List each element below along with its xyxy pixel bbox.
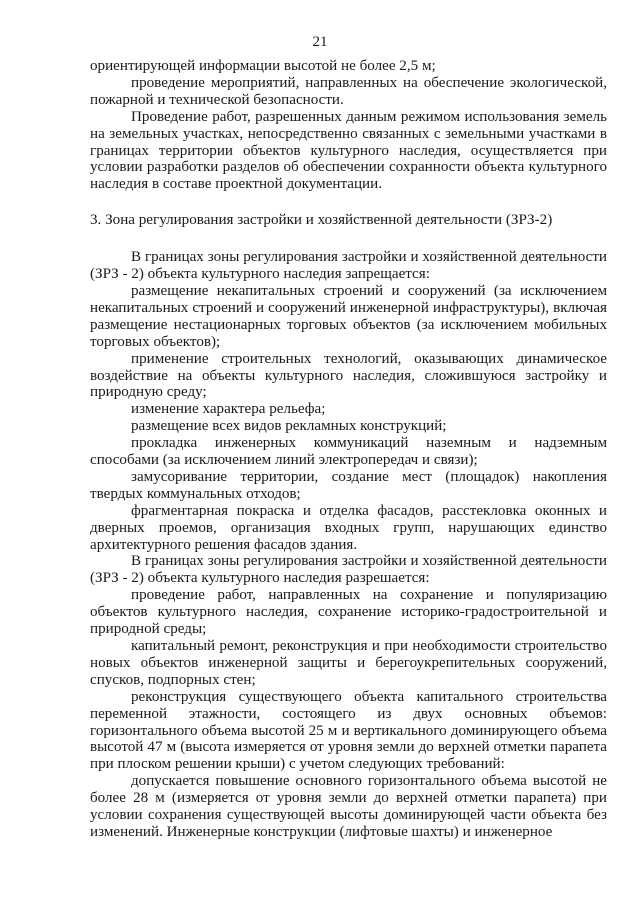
paragraph: проведение мероприятий, направленных на обеспечение экологической, пожарной и технической безопасности. [90, 74, 607, 108]
paragraph: применение строительных технологий, оказывающих динамическое воздействие на объекты культурного наследия, сложившуюся застройку и природную среду; [90, 350, 607, 401]
paragraph: размещение всех видов рекламных конструкций; [131, 418, 447, 435]
paragraph: Проведение работ, разрешенных данным режимом использования земель на земельных участках, непосредственно связанных с земельными участками в границах территории объектов культурного наследия, осуществляется при условии разработки разделов об обеспечении сохранности объекта культурного наследия в составе проектной документации. [90, 108, 607, 193]
paragraph: фрагментарная покраска и отделка фасадов, расстекловка оконных и дверных проемов, организация входных групп, нарушающих единство архитектурного решения фасадов здания. [90, 502, 607, 553]
page-number: 21 [312, 34, 328, 50]
paragraph: прокладка инженерных коммуникаций наземным и надземным способами (за исключением линий электропередач и связи); [90, 435, 607, 469]
paragraph: размещение некапитальных строений и сооружений (за исключением некапитальных строений и сооружений инженерной инфраструктуры), включая размещение нестационарных торговых объектов (за исключением мобильных торговых объектов); [90, 282, 607, 350]
paragraph: изменение характера рельефа; [131, 401, 326, 418]
paragraph: В границах зоны регулирования застройки и хозяйственной деятельности (ЗРЗ - 2) объекта культурного наследия запрещается: [90, 249, 607, 283]
paragraph: капитальный ремонт, реконструкция и при необходимости строительство новых объектов инженерной защиты и берегоукрепительных сооружений, спусков, подпорных стен; [90, 638, 607, 688]
paragraph: допускается повышение основного горизонтального объема высотой не более 28 м (измеряется от уровня земли до верхней отметки парапета) при условии сохранения существующей высоты доминирующей части объекта без изменений. Инженерные конструкции (лифтовые шахты) и инженерное [90, 773, 607, 840]
document-body [90, 58, 607, 841]
paragraph: замусоривание территории, создание мест (площадок) накопления твердых коммунальных отходов; [90, 468, 607, 502]
paragraph: реконструкция существующего объекта капитального строительства переменной этажности, состоящего из двух основных объемов: горизонтального объема высотой 25 м и вертикального доминирующего объема высотой 47 м (высота измеряется от уровня земли до верхней отметки парапета при плоском решении крыши) с учетом следующих требований: [90, 688, 607, 773]
paragraph: ориентирующей информации высотой не более 2,5 м; [90, 58, 436, 74]
paragraph: В границах зоны регулирования застройки и хозяйственной деятельности (ЗРЗ - 2) объекта культурного наследия разрешается: [90, 553, 607, 587]
section-heading: 3. Зона регулирования застройки и хозяйственной деятельности (ЗРЗ-2) [90, 212, 553, 229]
paragraph: проведение работ, направленных на сохранение и популяризацию объектов культурного наследия, сохранение историко-градостроительной и природной среды; [90, 587, 607, 638]
